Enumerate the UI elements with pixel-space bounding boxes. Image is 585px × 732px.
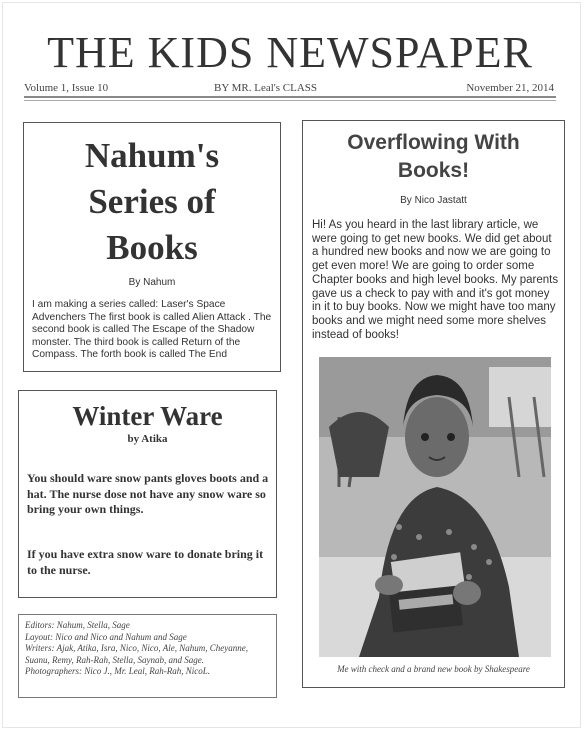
student-with-book-photo [319, 357, 551, 657]
masthead-rule [24, 96, 556, 98]
winter-article-paragraph: You should ware snow pants gloves boots and a hat. The nurse dose not have any snow ware so bring your own things. [27, 471, 269, 516]
nahum-article-title: Nahum's Series of Books [84, 136, 220, 267]
volume-issue: Volume 1, Issue 10 [24, 82, 109, 94]
nahum-article-byline: By Nahum [128, 277, 176, 288]
credits-editors: Editors: Nahum, Stella, Sage [25, 620, 130, 630]
winter-article-box [18, 390, 277, 598]
photo-caption: Me with check and a brand new book by Shakespeare [337, 664, 530, 674]
credits-photographers: Photographers: Nico J., Mr. Leal, Rah-Rah, NicoL. [25, 666, 210, 676]
nahum-article-box [23, 122, 281, 372]
credits-list [25, 620, 271, 678]
winter-article-title: Winter Ware [72, 401, 223, 431]
books-article-byline: By Nico Jastatt [400, 195, 467, 206]
winter-article-byline: by Atika [127, 433, 168, 445]
masthead-rule-thin [24, 100, 556, 101]
masthead-title: THE KIDS NEWSPAPER [47, 28, 533, 77]
credits-box [18, 614, 277, 698]
class-byline: BY MR. Leal's CLASS [214, 82, 318, 94]
books-article-body: Hi! As you heard in the last library article, we were going to get new books. We did get about a hundred new books and now we are going to get even more! We are going to order some Chapter books and high level books. My parents gave us a check to pay with and it's got money in it to buy books. Now we might have too many books and we might need some more shelves instead of books! [312, 219, 559, 341]
winter-article-paragraph: If you have extra snow ware to donate bring it to the nurse. [27, 547, 264, 577]
credits-layout: Layout: Nico and Nico and Nahum and Sage [25, 631, 187, 642]
issue-date: November 21, 2014 [466, 82, 554, 94]
books-article-box [302, 120, 565, 688]
nahum-article-body: I am making a series called: Laser's Space Advenchers The first book is called Alien Attack . The second book is called The Escape of the Shadow monster. The third book is called Return of the Compass. The forth book is called The End [32, 299, 272, 360]
books-article-title: Overflowing With Books! [347, 131, 520, 182]
credits-writers: Writers: Ajak, Atika, Isra, Nico, Nico, Ale, Nahum, Cheyanne, Suanu, Remy, Rah-Rah, Stella, Saynab, and Sage. [25, 643, 248, 665]
photo-illustration [319, 357, 551, 657]
